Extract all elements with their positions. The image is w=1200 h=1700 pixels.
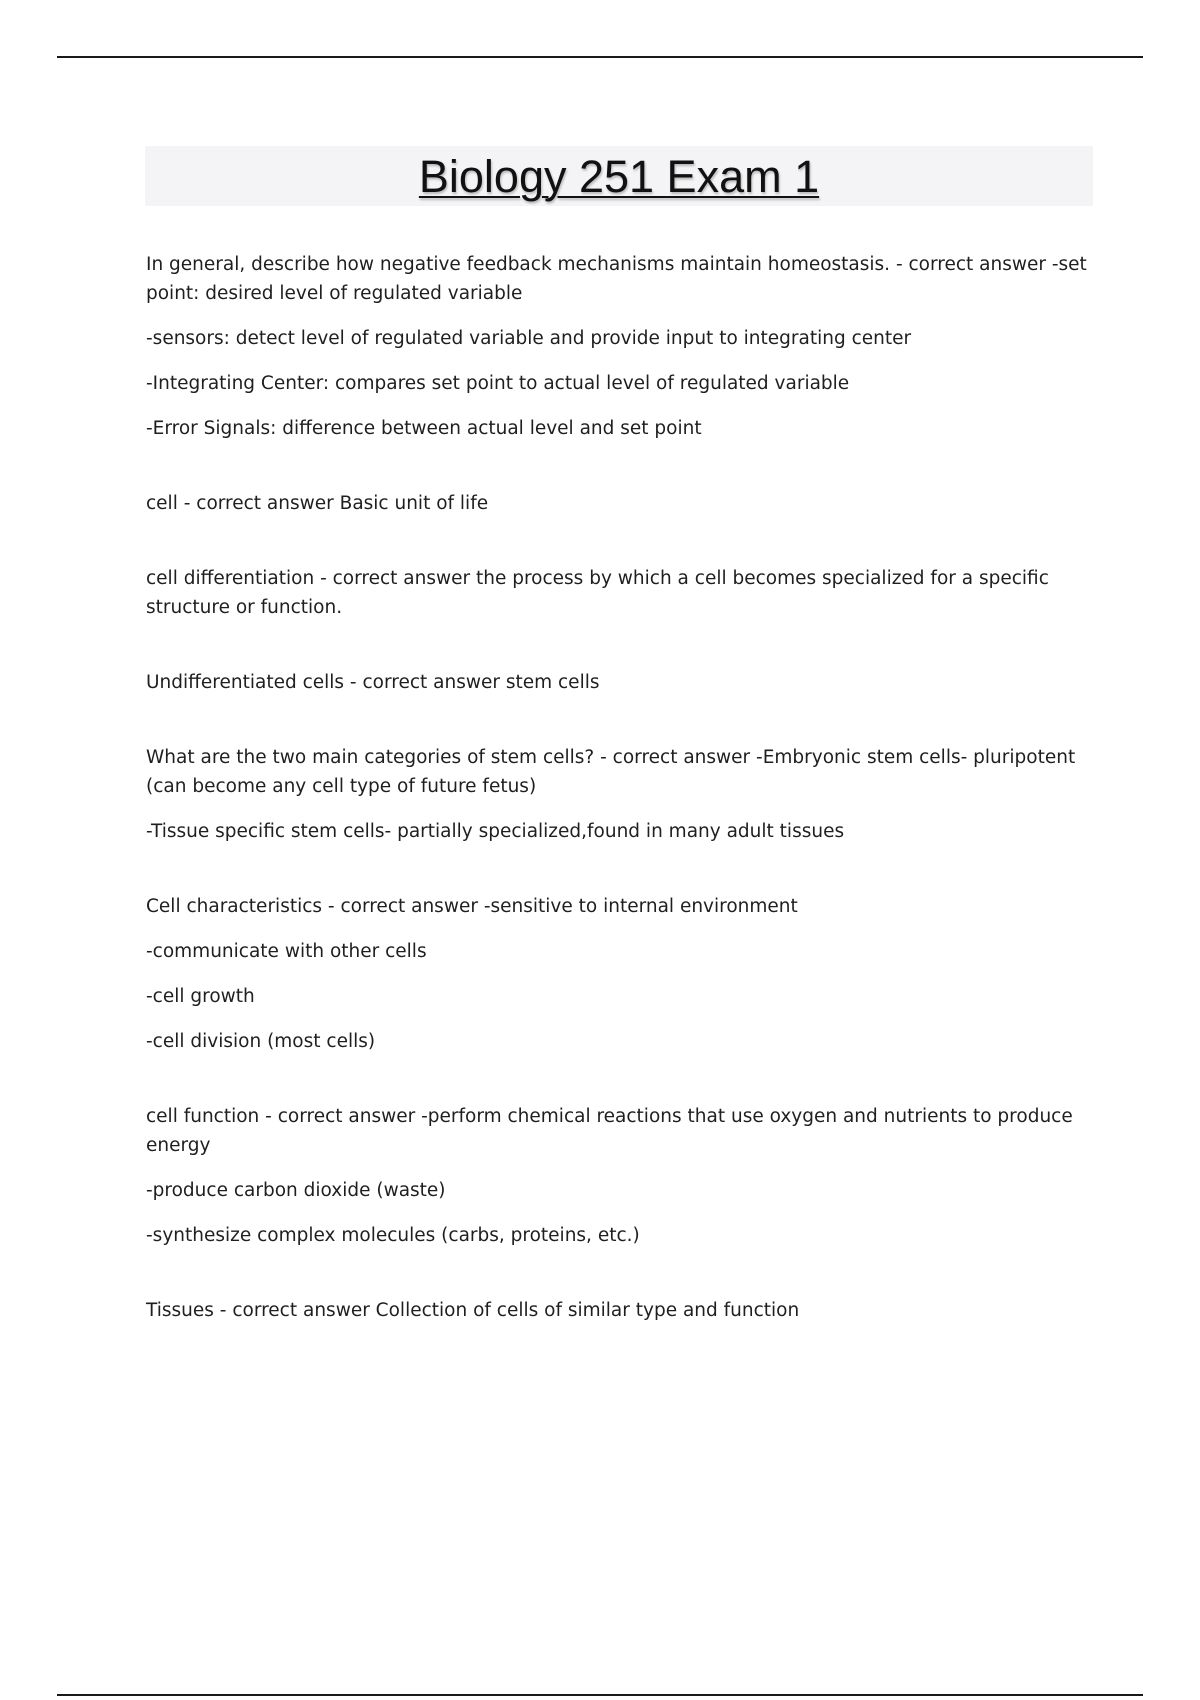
qa-text: -produce carbon dioxide (waste) (146, 1180, 446, 1201)
qa-text: -cell growth (146, 986, 255, 1007)
top-rule (57, 56, 1143, 58)
qa-entry-cell (146, 489, 1094, 518)
qa-text: -Tissue specific stem cells- partially specialized,found in many adult tissues (146, 821, 845, 842)
qa-entry-cell-differentiation (146, 564, 1094, 622)
qa-text: -synthesize complex molecules (carbs, proteins, etc.) (146, 1225, 640, 1246)
qa-text: -Error Signals: difference between actual level and set point (146, 418, 702, 439)
qa-entry-stem-cell-categories (146, 743, 1094, 846)
qa-text: cell function - correct answer -perform chemical reactions that use oxygen and nutrients to produce energy (146, 1106, 1073, 1156)
qa-entry-undifferentiated-cells (146, 668, 1094, 697)
qa-text: -cell division (most cells) (146, 1031, 376, 1052)
document-title: Biology 251 Exam 1 (418, 150, 820, 202)
qa-text: cell differentiation - correct answer the process by which a cell becomes specialized for a specific structure or function. (146, 568, 1049, 618)
qa-text: Undifferentiated cells - correct answer stem cells (146, 672, 600, 693)
qa-entry-tissues (146, 1296, 1094, 1325)
qa-text: Tissues - correct answer Collection of cells of similar type and function (146, 1300, 800, 1321)
qa-text: -sensors: detect level of regulated variable and provide input to integrating center (146, 328, 912, 349)
qa-text: -communicate with other cells (146, 941, 427, 962)
qa-text: In general, describe how negative feedback mechanisms maintain homeostasis. - correct answer -set point: desired level of regulated variable (146, 254, 1087, 304)
qa-text: Cell characteristics - correct answer -sensitive to internal environment (146, 896, 798, 917)
qa-entry-negative-feedback (146, 250, 1094, 443)
title-band (145, 146, 1093, 206)
qa-text: -Integrating Center: compares set point to actual level of regulated variable (146, 373, 850, 394)
document-body (146, 250, 1094, 1371)
qa-entry-cell-characteristics (146, 892, 1094, 1056)
qa-text: What are the two main categories of stem cells? - correct answer -Embryonic stem cells- pluripotent (can become any cell type of future fetus) (146, 747, 1076, 797)
qa-text: cell - correct answer Basic unit of life (146, 493, 489, 514)
qa-entry-cell-function (146, 1102, 1094, 1250)
bottom-rule (57, 1694, 1143, 1696)
